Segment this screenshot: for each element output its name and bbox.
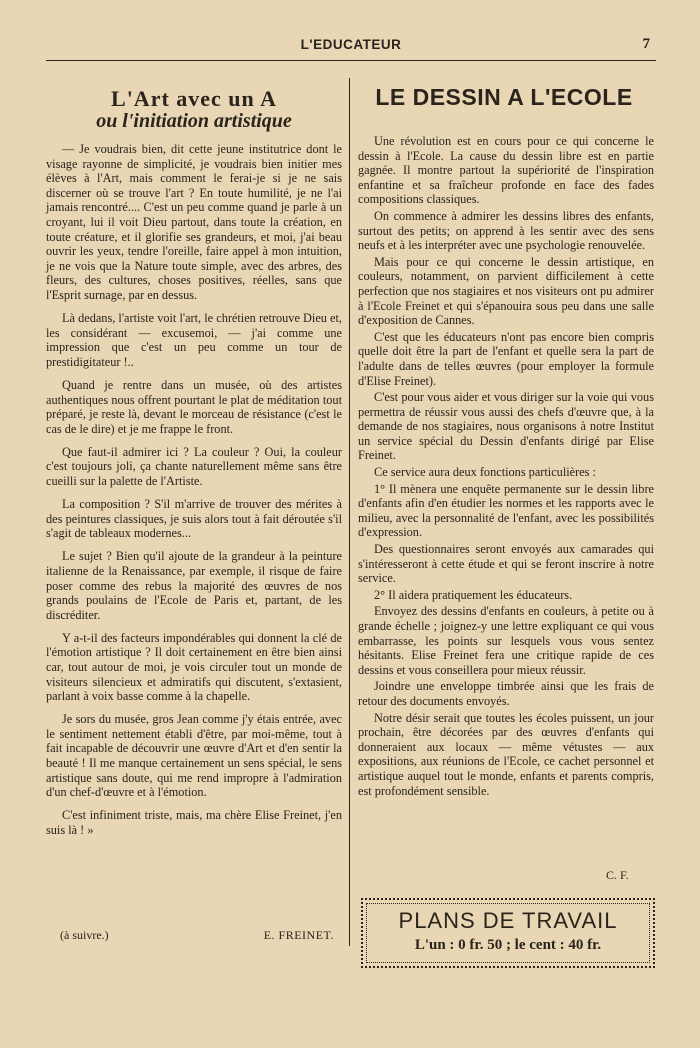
left-article-subtitle: ou l'initiation artistique	[96, 110, 292, 132]
left-paragraph: — Je voudrais bien, dit cette jeune institutrice dont le visage rayonne de simplicité, je voudrais bien initier mes élèves à l'Art, mais comment le ferai-je si je ne sais discerner où se trouve l'art ? En toute humilité, je ne l'ai jamais rencontré.... C'est un peu comme quand je parle à un croyant, lui il voit Dieu partout, dans toute la création, en toute créature, et il glorifie ses grandeurs, et moi, j'ai beau ouvrir les yeux, tendre l'oreille, faire appel à mon intuition, je ne vois que la Nature toute simple, avec des arbres, des fleurs, des cultures, choses positives, réelles, sans que l'Esprit surnage, par en dessus.	[46, 142, 342, 302]
advert-prices: L'un : 0 fr. 50 ; le cent : 40 fr.	[414, 937, 602, 953]
advert-title: PLANS DE TRAVAIL	[398, 908, 618, 933]
right-paragraph: On commence à admirer les dessins libres des enfants, surtout des petits; on apprend à les sentir avec des sens neufs et à les interpréter avec une psychologie renouvelée.	[358, 208, 654, 253]
left-paragraph: Que faut-il admirer ici ? La couleur ? Oui, la couleur c'est toujours joli, ça chante naturellement même sans être cueilli sur la palette de l'Artiste.	[46, 444, 342, 488]
left-paragraph: C'est infiniment triste, mais, ma chère Elise Freinet, j'en suis là ! »	[46, 808, 342, 837]
page-header	[46, 36, 656, 61]
left-paragraph: Le sujet ? Bien qu'il ajoute de la grandeur à la peinture italienne de la Renaissance, par exemple, il risque de faire poser comme des rebus la majorité des œuvres de nos grands poulains de l'Ecole de Paris et, partant, de les discréditer.	[46, 549, 342, 622]
right-paragraph: Ce service aura deux fonctions particulières :	[374, 465, 596, 480]
right-paragraph: C'est pour vous aider et vous diriger sur la voie qui vous permettra de réussir vous aussi des chefs d'œuvre que, à la demande de nos stagiaires, nous organisons à notre Institut un service spécial du Dessin d'enfants dirigé par Elise Freinet.	[358, 390, 654, 463]
to-be-continued: (à suivre.)	[60, 928, 109, 942]
column-divider	[349, 78, 350, 946]
page-number: 7	[642, 36, 650, 52]
left-article-title: L'Art avec un A	[111, 86, 277, 111]
author-signature: E. FREINET.	[263, 928, 334, 942]
right-paragraph: Des questionnaires seront envoyés aux camarades qui s'intéresseront à cette étude et qui se feront inscrire à notre service.	[358, 542, 654, 586]
right-paragraph: Une révolution est en cours pour ce qui concerne le dessin à l'Ecole. La cause du dessin libre est en partie gagnée. Il montre partout la supériorité de l'inspiration enfantine et sa fraîcheur profonde en face des fades compositions classiques.	[358, 134, 654, 207]
right-article-initials: C. F.	[606, 868, 629, 882]
left-paragraph: Là dedans, l'artiste voit l'art, le chrétien retrouve Dieu et, les considérant — excusemoi, — j'ai comme une impression que c'est un peu comme un tour de prestidigitateur !..	[46, 311, 342, 369]
left-paragraph: La composition ? S'il m'arrive de trouver des mérites à des peintures classiques, je suis alors tout à fait déroutée s'il s'agit de tableaux modernes...	[46, 497, 342, 541]
publication-title: L'EDUCATEUR	[300, 37, 402, 52]
right-paragraph: Notre désir serait que toutes les écoles puissent, un jour prochain, être décorées par des œuvres d'enfants qui donneraient aux locaux — même vétustes — aux expositions, aux réunions de l'Ecole, ce cachet personnel et artistique auquel tout le monde, enfants et parents compris, est profondément sensible.	[358, 710, 654, 798]
plans-advert-box	[361, 898, 655, 968]
left-paragraph: Je sors du musée, gros Jean comme j'y étais entrée, avec le sentiment nettement établi d'être, par moi-même, tout à fait incapable de découvrir une œuvre d'Art et d'en sentir la beauté ! Il me manque certainement un sens spécial, le sens artistique sans doute, qui me rend impropre à l'admiration d'un chef-d'œuvre et à l'émotion.	[46, 712, 342, 800]
left-paragraph: Quand je rentre dans un musée, où des artistes authentiques nous offrent pourtant le plat de méditation tout préparé, je reste là, devant le morceau de résistance (c'est le cas de le dire) et je me frappe le front.	[46, 377, 342, 436]
right-paragraph: 1° Il mènera une enquête permanente sur le dessin libre d'enfants afin d'en étudier les normes et les rapports avec le milieu, avec la personnalité de l'enfant, avec les possibilités d'expression.	[358, 481, 654, 540]
left-paragraph: Y a-t-il des facteurs impondérables qui donnent la clé de l'émotion artistique ? Il doit certainement en être bien ainsi car, tout autour de moi, je vois circuler tout un monde de visiteurs silencieux et admiratifs qui discutent, s'extasient, parlant à voix basse comme à la chapelle.	[46, 630, 342, 704]
left-article-body	[46, 142, 342, 838]
right-paragraph: Mais pour ce qui concerne le dessin artistique, en couleurs, notamment, on parvient difficilement à cette perfection que nos stagiaires et nos visiteurs ont pu admirer à l'Ecole Freinet et qui s'épanouira sous peu dans une salle d'exposition de Cannes.	[358, 254, 654, 328]
right-article-title: LE DESSIN A L'ECOLE	[375, 84, 633, 110]
right-paragraph: Joindre une enveloppe timbrée ainsi que les frais de retour des documents envoyés.	[358, 679, 654, 708]
right-paragraph: Envoyez des dessins d'enfants en couleurs, à petite ou à grande échelle ; joignez-y une lettre expliquant ce qui vous embarrasse, les points sur lesquels vous vous sentez hésitants. Elise Freinet fera une critique rapide de ces dessins et vous conseillera pour mieux réussir.	[358, 604, 654, 677]
right-article-body	[358, 134, 654, 798]
right-paragraph: 2° Il aidera pratiquement les éducateurs.	[374, 587, 573, 602]
right-paragraph: C'est que les éducateurs n'ont pas encore bien compris quelle doit être la part de l'enfant et quelle sera la part de l'adulte dans de telles œuvres (pour employer la formule d'Elise Freinet).	[358, 329, 654, 388]
